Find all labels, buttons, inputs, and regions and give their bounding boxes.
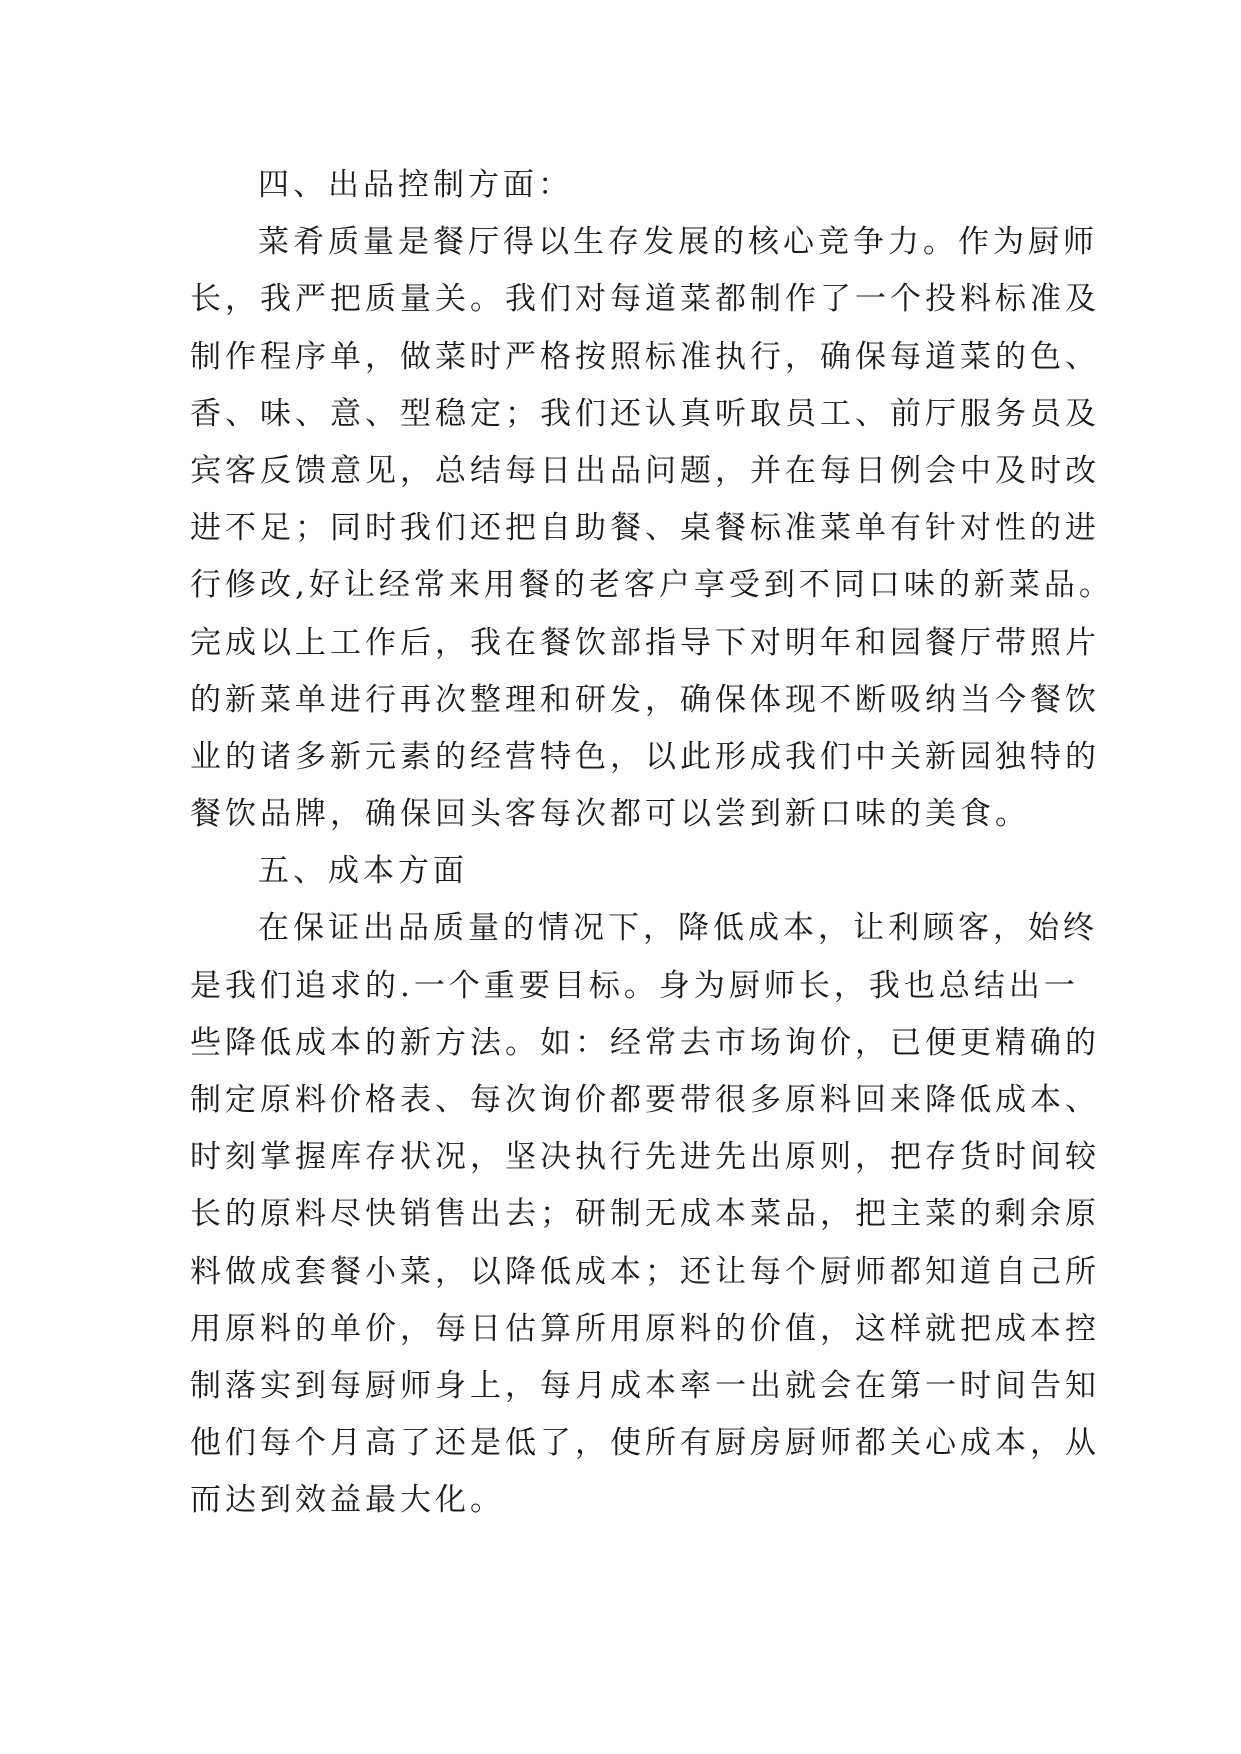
- paragraph-line: 行修改,好让经常来用餐的老客户享受到不同口味的新菜品。: [190, 567, 1114, 604]
- paragraph-line: 宾客反馈意见，总结每日出品问题，并在每日例会中及时改: [190, 452, 1100, 489]
- paragraph-line: 的新菜单进行再次整理和研发，确保体现不断吸纳当今餐饮: [190, 681, 1100, 718]
- paragraph-line: 料做成套餐小菜，以降低成本；还让每个厨师都知道自己所: [190, 1253, 1100, 1290]
- paragraph-line: 制定原料价格表、每次询价都要带很多原料回来降低成本、: [190, 1082, 1100, 1118]
- paragraph-line: 进不足；同时我们还把自助餐、桌餐标准菜单有针对性的进: [190, 510, 1100, 547]
- section-heading-output-control: 四、出品控制方面：: [258, 167, 573, 203]
- document-body: [190, 157, 1114, 1530]
- paragraph-line: 而达到效益最大化。: [190, 1482, 505, 1519]
- paragraph-line: 长的原料尽快销售出去；研制无成本菜品，把主菜的剩余原: [190, 1196, 1100, 1233]
- paragraph-line: 时刻掌握库存状况，坚决执行先进先出原则，把存货时间较: [190, 1139, 1100, 1176]
- paragraph-line: 些降低成本的新方法。如：经常去市场询价，已便更精确的: [190, 1024, 1100, 1061]
- paragraph-line: 制落实到每厨师身上，每月成本率一出就会在第一时间告知: [190, 1367, 1100, 1404]
- paragraph-line: 业的诸多新元素的经营特色，以此形成我们中关新园独特的: [190, 738, 1100, 775]
- paragraph-line: 长，我严把质量关。我们对每道菜都制作了一个投料标准及: [190, 281, 1100, 318]
- paragraph-line: 是我们追求的.一个重要目标。身为厨师长，我也总结出一: [190, 967, 1079, 1004]
- paragraph-line: 在保证出品质量的情况下，降低成本，让利顾客，始终: [258, 910, 1098, 947]
- paragraph-line: 菜肴质量是餐厅得以生存发展的核心竞争力。作为厨师: [258, 224, 1098, 261]
- section-heading-cost: 五、成本方面: [258, 853, 468, 890]
- paragraph-line: 他们每个月高了还是低了，使所有厨房厨师都关心成本，从: [190, 1425, 1100, 1462]
- paragraph-line: 用原料的单价，每日估算所用原料的价值，这样就把成本控: [190, 1310, 1100, 1347]
- paragraph-line: 完成以上工作后，我在餐饮部指导下对明年和园餐厅带照片: [190, 624, 1100, 661]
- paragraph-line: 制作程序单，做菜时严格按照标准执行，确保每道菜的色、: [190, 338, 1100, 375]
- paragraph-line: 餐饮品牌，确保回头客每次都可以尝到新口味的美食。: [190, 796, 1030, 833]
- paragraph-line: 香、味、意、型稳定；我们还认真听取员工、前厅服务员及: [190, 395, 1100, 432]
